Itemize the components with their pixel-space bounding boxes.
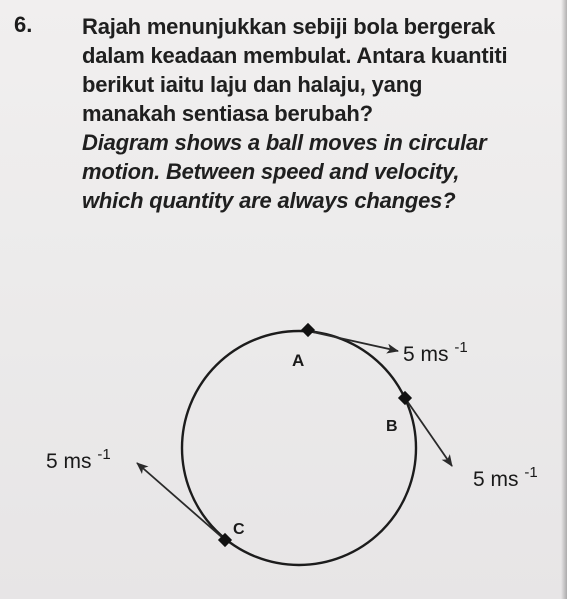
speed-value-a: 5 ms xyxy=(403,343,449,366)
question-number: 6. xyxy=(14,12,33,37)
point-label-c: C xyxy=(233,521,245,538)
question-malay-line: berikut iaitu laju dan halaju, yang xyxy=(82,72,423,97)
question-english-line: Diagram shows a ball moves in circular xyxy=(82,130,487,155)
page-edge-shadow xyxy=(561,0,567,599)
velocity-arrow-c xyxy=(137,463,225,540)
question-text xyxy=(82,12,552,215)
ball-marker-a xyxy=(301,323,315,337)
speed-label-c xyxy=(46,446,111,473)
question-malay-line: manakah sentiasa berubah? xyxy=(82,101,373,126)
question-english-line: which quantity are always changes? xyxy=(82,188,456,213)
speed-value-b: 5 ms xyxy=(473,468,519,491)
speed-exponent-b: -1 xyxy=(524,464,538,481)
velocity-arrow-b xyxy=(405,398,452,466)
speed-exponent-c: -1 xyxy=(97,446,111,463)
ball-marker-b xyxy=(398,391,412,405)
velocity-arrow-a xyxy=(308,331,398,351)
point-label-b: B xyxy=(386,418,398,435)
speed-value-c: 5 ms xyxy=(46,450,92,473)
question-malay-line: Rajah menunjukkan sebiji bola bergerak xyxy=(82,14,495,39)
question-malay-line: dalam keadaan membulat. Antara kuantiti xyxy=(82,43,508,68)
circular-motion-diagram xyxy=(0,300,567,599)
question-english-line: motion. Between speed and velocity, xyxy=(82,159,460,184)
speed-label-b xyxy=(473,464,538,491)
speed-label-a xyxy=(403,339,468,366)
point-label-a: A xyxy=(292,351,305,370)
speed-exponent-a: -1 xyxy=(454,339,468,356)
